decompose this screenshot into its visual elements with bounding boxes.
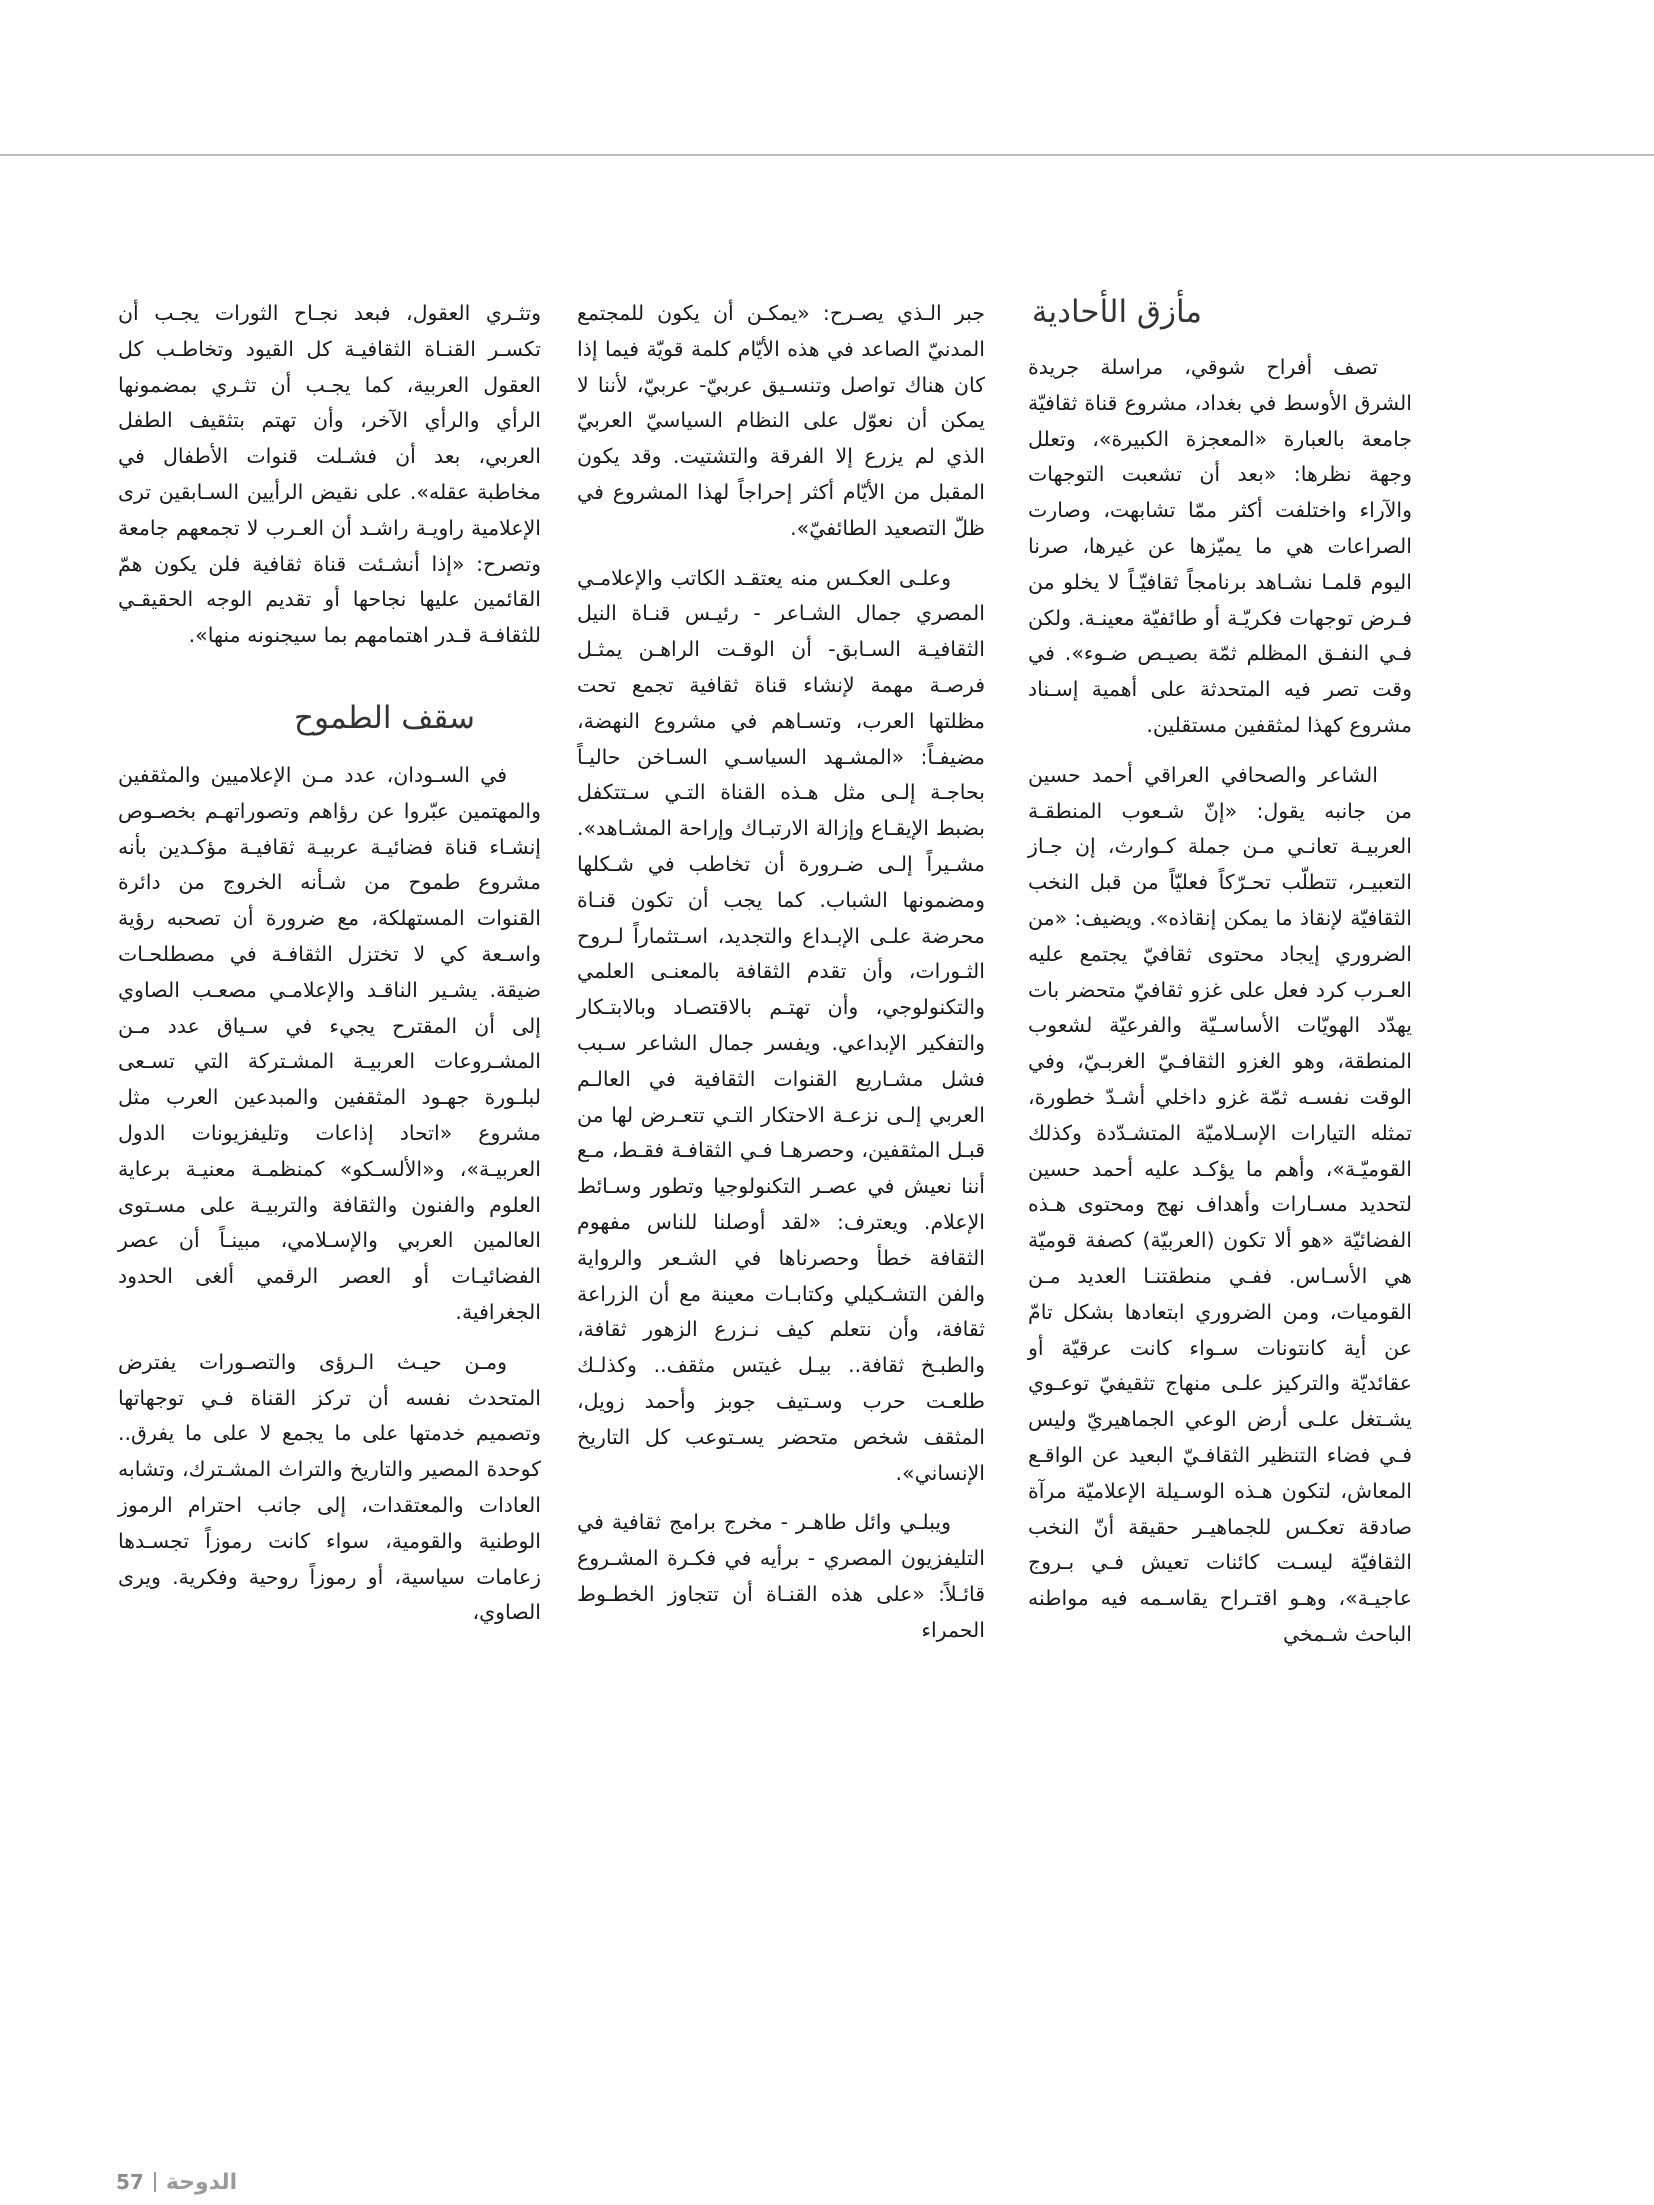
article-paragraph: في السـودان، عدد مـن الإعلاميين والمثقفين والمهتمين عبّروا عن رؤاهم وتصوراتهـم بخصـوص إنشـاء قناة فضائيـة عربيـة ثقافيـة مؤكـدين بأنه مشروع طموح من شـأنه الخروج من دائرة القنوات المستهلكة، مع ضرورة أن تصحبه رؤية واسـعة كي لا تختزل الثقافـة في مصطلحـات ضيقة. يشـير الناقـد والإعلامـي مصعـب الصاوي إلى أن المقترح يجيء في سـياق عدد مـن المشـروعات العربيـة المشـتركة التي تسـعى لبلـورة جهـود المثقفين والمبدعين العرب مثل مشروع «اتحاد إذاعات وتليفزيونات الدول العربيـة»، و«الألسـكو» كمنظمـة معنيـة برعاية العلوم والفنون والثقافة والتربيـة على مسـتوى العالمين العربي والإسـلامي، مبينـاً أن عصر الفضائيـات أو العصر الرقمي ألغى الحدود الجغرافية. [118,762,541,1324]
header-divider [0,154,1654,156]
article-column-middle [577,296,985,1648]
article-paragraph: الشاعر والصحافي العراقي أحمد حسين من جانبه يقول: «إنّ شـعوب المنطقـة العربيـة تعانـي مـن جملة كـوارث، إن جـاز التعبيـر، تتطلّب تحـرّكاً فعليّاً من قبل النخب الثقافيّة لإنقاذ ما يمكن إنقاذه». ويضيف: «من الضروري إيجاد محتوى ثقافيّ يجتمع عليه العـرب كرد فعل على غزو ثقافيّ متحضر بات يهدّد الهويّات الأساسـيّة والفرعيّة لشعوب المنطقة، وهو الغزو الثقافـيّ الغربـيّ، وفي الوقت نفسـه ثمّة غزو داخلي أشـدّ خطورة، تمثله التيارات الإسـلاميّة المتشـدّدة وكذلك القوميّـة»، وأهم ما يؤكـد عليه أحمد حسين لتحديد مسـارات وأهداف نهج ومحتوى هـذه الفضائيّة «هو ألا تكون (العربيّة) كصفة قوميّة هي الأسـاس. ففـي منطقتنـا العديد مـن القوميات، ومن الضروري ابتعادها بشكل تامّ عن أية كانتونات سـواء كانت عرقيّة أو عقائديّة والتركيز علـى منهاج تثقيفيّ توعـوي يشـتغل علـى أرض الوعي الجماهيريّ وليس فـي فضاء التنظير الثقافـيّ البعيد عن الواقـع المعاش، لتكون هـذه الوسـيلة الإعلاميّة مرآة صادقة تعكـس للجماهيـر حقيقة أنّ النخب الثقافيّة ليسـت كائنات تعيش فـي بـروج عاجيـة»، وهـو اقتـراح يقاسـمه فيه مواطنه الباحث شـمخي [1028,762,1412,1646]
page-number: 57 [116,2170,144,2194]
article-paragraph: ومـن حيـث الـرؤى والتصـورات يفترض المتحدث نفسه أن تركز القناة فـي توجهاتها وتصميم خدمتها على ما يجمع لا على ما يفرق.. كوحدة المصير والتاريخ والتراث المشـترك، وتشابه العادات والمعتقدات، إلى جانب احترام الرموز الوطنية والقومية، سواء كانت رموزاً تجسـدها زعامات سياسية، أو رموزاً روحية وفكرية. ويرى الصاوي، [118,1349,541,1625]
article-paragraph: ويبلـي وائل طاهـر - مخرج برامج ثقافية في التليفزيون المصري - برأيه في فكـرة المشـروع قائـلاً: «على هذه القنـاة أن تتجاوز الخطـوط الحمراء [577,1510,985,1642]
article-paragraph: تصف أفراح شوقي، مراسلة جريدة الشرق الأوسط في بغداد، مشروع قناة ثقافيّة جامعة بالعبارة «المعجزة الكبيرة»، وتعلل وجهة نظرها: «بعد أن تشعبت التوجهات والآراء واختلفت أكثر ممّا تشابهت، وصارت الصراعات هي ما يميّزها عن غيرها، صرنا اليوم قلمـا نشـاهد برنامجاً ثقافيّـاً لا يخلو من فـرض توجهات فكريّـة أو طائفيّة معينـة. ولكن فـي النفـق المظلم ثمّة بصيـص ضـوء». في وقت تصر فيه المتحدثة على أهمية إسـناد مشروع كهذا لمثقفين مستقلين. [1028,355,1412,737]
magazine-logo: الدوحة [165,2169,238,2195]
section-heading-ambition-ceiling: سقف الطموح [294,699,476,736]
footer-separator [154,2172,156,2192]
article-column-left [118,296,541,1631]
article-paragraph: وعلـى العكـس منه يعتقـد الكاتب والإعلامـي المصري جمال الشـاعر - رئيـس قنـاة النيل الثقافيـة السـابق- أن الوقـت الراهـن يمثـل فرصـة مهمة لإنشاء قناة ثقافية تجمع تحت مظلتها العرب، وتسـاهم في مشروع النهضة، مضيفـاً: «المشـهد السياسـي السـاخن حاليـاً بحاجـة إلـى مثل هـذه القناة التـي سـتتكفل بضبط الإيقـاع وإزالة الارتبـاك وإراحة المشـاهد». مشـيراً إلـى ضـرورة أن تخاطب في شـكلها ومضمونها الشباب. كما يجب أن تكون قنـاة محرضة علـى الإبـداع والتجديد، اسـتثماراً لـروح الثـورات، وأن تقدم الثقافة بالمعنـى العلمي والتكنولوجي، وأن تهتـم بالاقتصـاد وبالابتـكار والتفكير الإبداعي. ويفسر جمال الشاعر سـبب فشل مشـاريع القنوات الثقافية في العالـم العربي إلـى نزعـة الاحتكار التـي تتعـرض لها من قبـل المثقفين، وحصرهـا فـي الثقافـة فقـط، مـع أننا نعيش في عصـر التكنولوجيا وتطور وسـائط الإعلام. ويعترف: «لقد أوصلنا للناس مفهوم الثقافة خطأ وحصرناها في الشـعر والرواية والفن التشـكيلي وكتابـات معينة مع أن الزراعة ثقافة، وأن نتعلم كيف نـزرع الزهور ثقافة، والطبـخ ثقافة.. بيـل غيتس مثقف.. وكذلـك طلعـت حرب وسـتيف جوبز وأحمد زويل، المثقف شخص متحضر يسـتوعب كل التاريخ الإنساني». [577,565,985,1485]
article-paragraph: جبر الـذي يصـرح: «يمكـن أن يكون للمجتمع المدنيّ الصاعد في هذه الأيّام كلمة قويّة فيما إذا كان هناك تواصل وتنسـيق عربيّ- عربيّ، لأننا لا يمكن أن نعوّل على النظام السياسيّ العربيّ الذي لم يزرع إلا الفرقة والتشتيت. وقد يكون المقبل من الأيّام أكثر إحراجاً لهذا المشروع في ظلّ التصعيد الطائفيّ». [577,301,985,540]
article-paragraph: وتثـري العقول، فبعد نجـاح الثورات يجـب أن تكسـر القنـاة الثقافيـة كل القيود وتخاطـب كل العقول العربية، كما يجـب أن تثـري بمضمونها الرأي والرأي الآخر، وأن تهتم بتثقيف الطفل العربي، بعد أن فشـلت قنوات الأطفال في مخاطبة عقله». على نقيض الرأيين السـابقين ترى الإعلامية راويـة راشـد أن العـرب لا تجمعهم جامعة وتصرح: «إذا أنشـئت قناة ثقافية فلن يكون همّ القائمين عليها نجاحها أو تقديم الوجه الحقيقـي للثقافـة قـدر اهتمامهم بما سيجنونه منها». [118,301,541,648]
article-column-right [1028,296,1412,1653]
section-heading-unilateral-impasse: مأزق الأحادية [1031,294,1202,330]
page-footer [116,2169,237,2195]
